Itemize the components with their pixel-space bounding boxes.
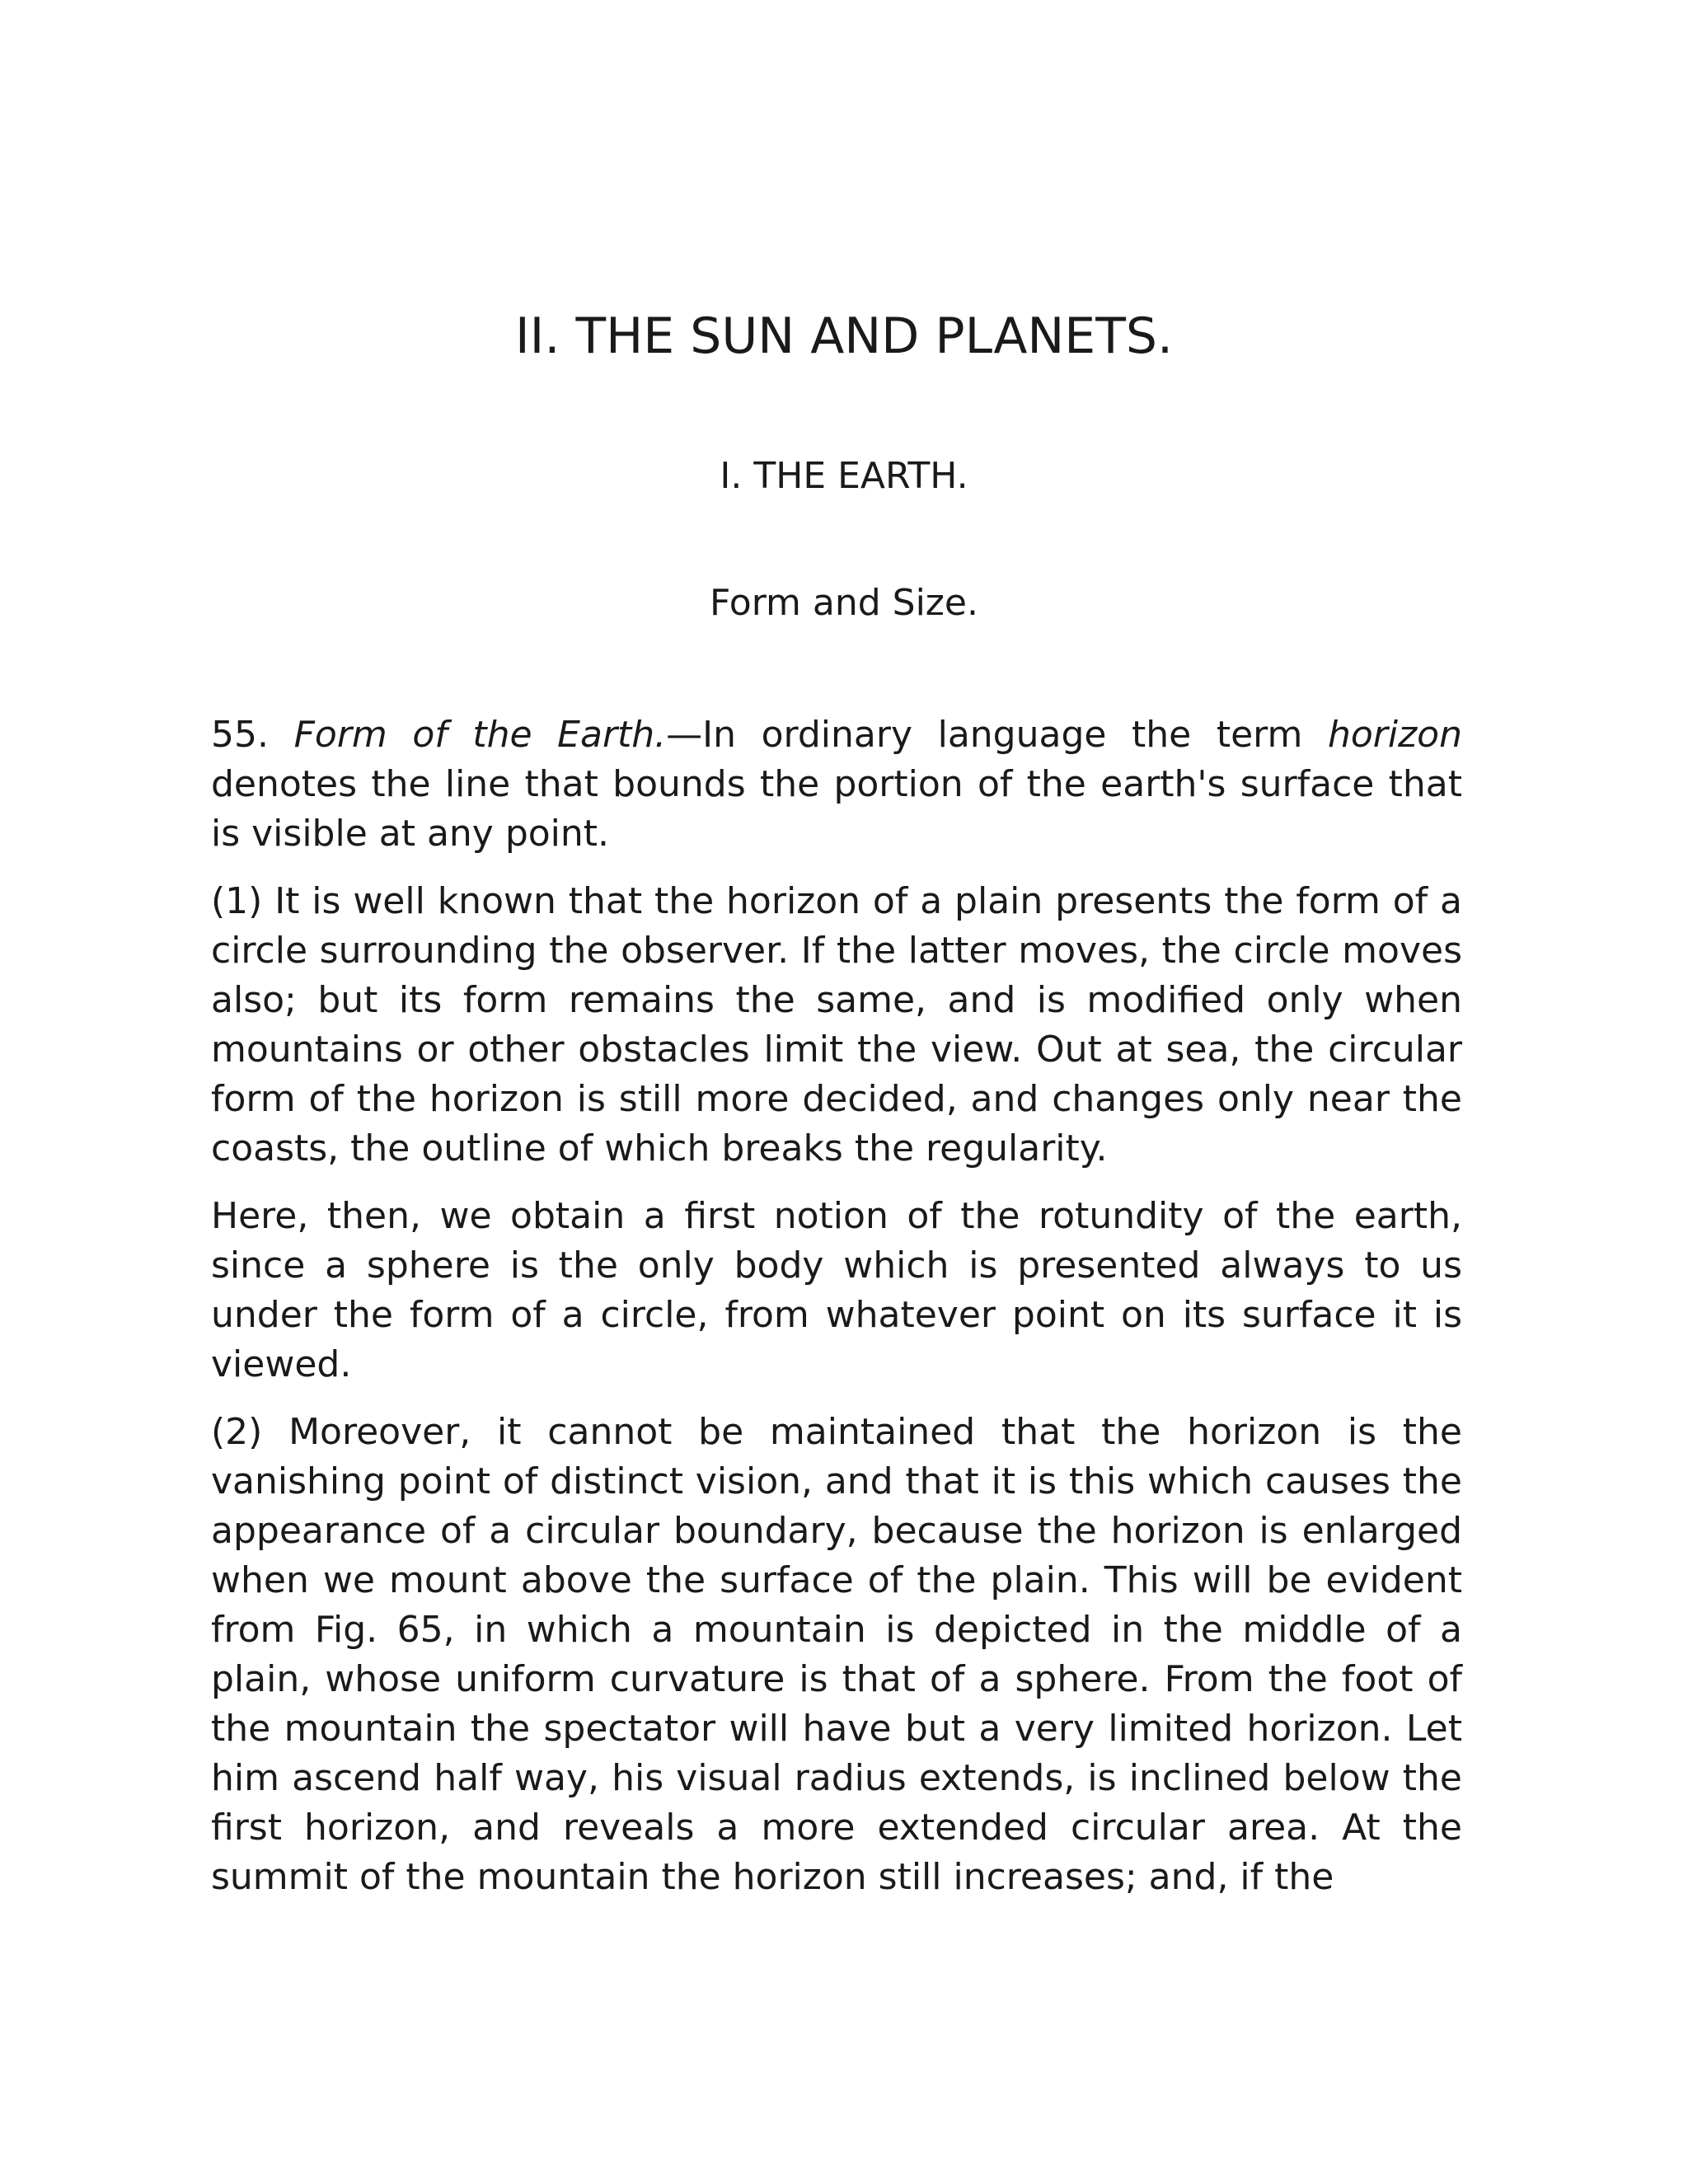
paragraph-1: (1) It is well known that the horizon of a plain presents the form of a circle surrounding the observer. If the latter moves, the circle moves also; but its form remains the same, and is modified only when mountains or other obstacles limit the view. Out at sea, the circular form of the horizon is still more decided, and changes only near the coasts, the outline of which breaks the regularity. xyxy=(211,880,1462,1169)
paragraph-number: 55. xyxy=(211,714,269,756)
paragraph-55 xyxy=(211,710,1462,859)
term-horizon: horizon xyxy=(1327,714,1462,756)
section-title: Form and Size. xyxy=(710,582,978,624)
paragraph-heading: Form of the Earth. xyxy=(293,714,667,756)
paragraph-rotundity: Here, then, we obtain a first notion of the rotundity of the earth, since a sphere is the only body which is presented always to us under the form of a circle, from whatever point on its surface it is viewed. xyxy=(211,1195,1462,1385)
body-text xyxy=(211,710,1462,1920)
paragraph-lead: —In ordinary language the term xyxy=(666,714,1303,756)
paragraph-2: (2) Moreover, it cannot be maintained that the horizon is the vanishing point of distinct vision, and that it is this which causes the appearance of a circular boundary, because the horizon is enlarged when we mount above the surface of the plain. This will be evident from Fig. 65, in which a mountain is depicted in the middle of a plain, whose uniform curvature is that of a sphere. From the foot of the mountain the spectator will have but a very limited horizon. Let him ascend half way, his visual radius extends, is inclined below the first horizon, and reveals a more extended circular area. At the summit of the mountain the horizon still increases; and, if the xyxy=(211,1411,1462,1898)
chapter-title: II. THE SUN AND PLANETS. xyxy=(514,307,1174,365)
chapter-subtitle: I. THE EARTH. xyxy=(720,455,968,497)
paragraph-rest: denotes the line that bounds the portion of the earth's surface that is visible at any point. xyxy=(211,763,1462,855)
